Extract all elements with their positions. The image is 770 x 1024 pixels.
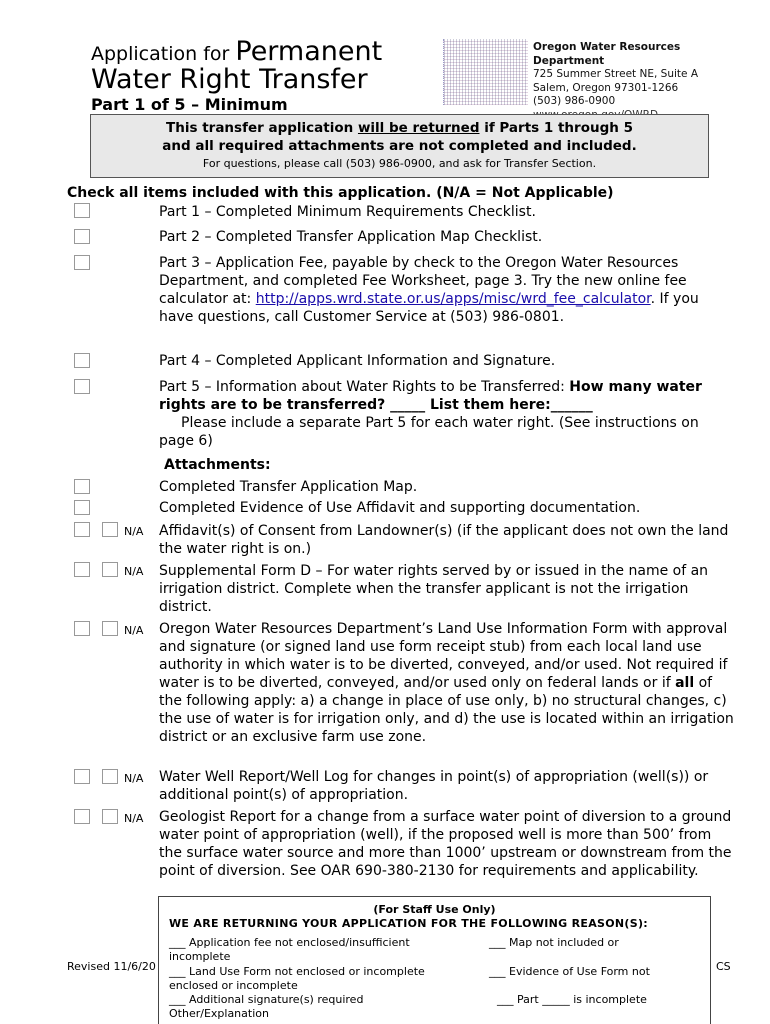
part5-text: Part 5 – Information about Water Rights to be Transferred: How many water rights are to be transferred? _____ List them here:______ Please include a separate Part 5 for each water right. (See instructions on page 6) [159, 379, 702, 449]
reason-land-use: ___ Land Use Form not enclosed or incomplete [169, 965, 425, 978]
attachments-heading: Attachments: [164, 457, 271, 473]
att-geologist-na-label: N/A [124, 812, 144, 825]
title-line-1: Application for Permanent [91, 36, 383, 67]
reason-map-wrap: incomplete [169, 950, 231, 963]
title-line-2: Water Right Transfer [91, 64, 368, 95]
part1-text: Part 1 – Completed Minimum Requirements Checklist. [159, 204, 536, 220]
title-part: Part 1 of 5 – Minimum [91, 95, 288, 114]
reason-evidence: ___ Evidence of Use Form not [489, 965, 650, 978]
revised-date: Revised 11/6/20 [67, 960, 156, 973]
att-well-na-label: N/A [124, 772, 144, 785]
agency-phone: (503) 986-0900 [533, 95, 616, 108]
part4-checkbox[interactable] [74, 353, 90, 368]
footer-right-code: CS [716, 960, 731, 973]
owrd-logo [443, 39, 528, 105]
agency-city: Salem, Oregon 97301-1266 [533, 81, 679, 94]
staff-heading: WE ARE RETURNING YOUR APPLICATION FOR THE FOLLOWING REASON(S): [169, 917, 648, 931]
att-affidavit-checkbox[interactable] [74, 500, 90, 515]
att-formd-na-checkbox[interactable] [102, 562, 118, 577]
att-formd-na-label: N/A [124, 565, 144, 578]
reason-evidence-wrap: enclosed or incomplete [169, 979, 298, 992]
att-affidavit-text: Completed Evidence of Use Affidavit and supporting documentation. [159, 500, 641, 516]
part3-text: Part 3 – Application Fee, payable by check to the Oregon Water Resources Department, and completed Fee Worksheet, page 3. Try the new online fee calculator at: http://apps.wrd.state.or.us/apps/misc/wrd_fee_calculator. If you have questions, call Customer Service at (503) 986-0801. [159, 255, 699, 325]
att-geologist-na-checkbox[interactable] [102, 809, 118, 824]
att-formd-text: Supplemental Form D – For water rights served by or issued in the name of an irrigation district. Complete when the transfer applicant is not the irrigation district. [159, 563, 709, 615]
part4-text: Part 4 – Completed Applicant Information and Signature. [159, 353, 556, 369]
return-warning-banner: This transfer application will be returned if Parts 1 through 5 and all required attachments are not completed and included. For questions, please call (503) 986-0900, and ask for Transfer Section. [90, 114, 709, 178]
part5-checkbox[interactable] [74, 379, 90, 394]
staff-use-box [158, 896, 711, 1024]
att-well-na-checkbox[interactable] [102, 769, 118, 784]
checklist-heading: Check all items included with this application. (N/A = Not Applicable) [67, 185, 614, 201]
att-consent-text: Affidavit(s) of Consent from Landowner(s) (if the applicant does not own the land the water right is on.) [159, 523, 729, 557]
att-landuse-checkbox[interactable] [74, 621, 90, 636]
att-geologist-text: Geologist Report for a change from a surface water point of diversion to a ground water point of appropriation (well), if the proposed well is more than 500’ from the surface water source and more than 1000’ upstream or downstream from the point of diversion. See OAR 690-380-2130 for requirements and applicability. [159, 809, 732, 879]
staff-title: (For Staff Use Only) [373, 903, 496, 916]
reason-part-incomplete: ___ Part _____ is incomplete [497, 993, 647, 1006]
reason-other: Other/Explanation [169, 1007, 269, 1020]
title-permanent: Permanent [235, 36, 383, 67]
att-landuse-na-label: N/A [124, 624, 144, 637]
att-formd-checkbox[interactable] [74, 562, 90, 577]
reason-fee: ___ Application fee not enclosed/insufficient [169, 936, 410, 949]
att-consent-na-checkbox[interactable] [102, 522, 118, 537]
att-consent-checkbox[interactable] [74, 522, 90, 537]
fee-calculator-link[interactable]: http://apps.wrd.state.or.us/apps/misc/wrd_fee_calculator [255, 291, 651, 307]
att-map-checkbox[interactable] [74, 479, 90, 494]
agency-name: Oregon Water Resources Department [533, 41, 681, 67]
agency-street: 725 Summer Street NE, Suite A [533, 68, 699, 81]
att-well-checkbox[interactable] [74, 769, 90, 784]
att-map-text: Completed Transfer Application Map. [159, 479, 418, 495]
reason-signature: ___ Additional signature(s) required [169, 993, 364, 1006]
part2-text: Part 2 – Completed Transfer Application Map Checklist. [159, 229, 543, 245]
att-geologist-checkbox[interactable] [74, 809, 90, 824]
agency-address [533, 41, 723, 119]
att-landuse-na-checkbox[interactable] [102, 621, 118, 636]
att-consent-na-label: N/A [124, 525, 144, 538]
att-well-text: Water Well Report/Well Log for changes in point(s) of appropriation (well(s)) or additional point(s) of appropriation. [159, 769, 709, 803]
reason-map: ___ Map not included or [489, 936, 619, 949]
att-landuse-text: Oregon Water Resources Department’s Land Use Information Form with approval and signature (or signed land use form receipt stub) from each local land use authority in which water is to be diverted, conveyed, and/or used. Not required if water is to be diverted, conveyed, and/or used only on federal lands or if all of the following apply: a) a change in place of use only, b) no structural changes, c) the use of water is for irrigation only, and d) the use is located within an irrigation district or an exclusive farm use zone. [159, 621, 734, 745]
part3-checkbox[interactable] [74, 255, 90, 270]
part2-checkbox[interactable] [74, 229, 90, 244]
part1-checkbox[interactable] [74, 203, 90, 218]
